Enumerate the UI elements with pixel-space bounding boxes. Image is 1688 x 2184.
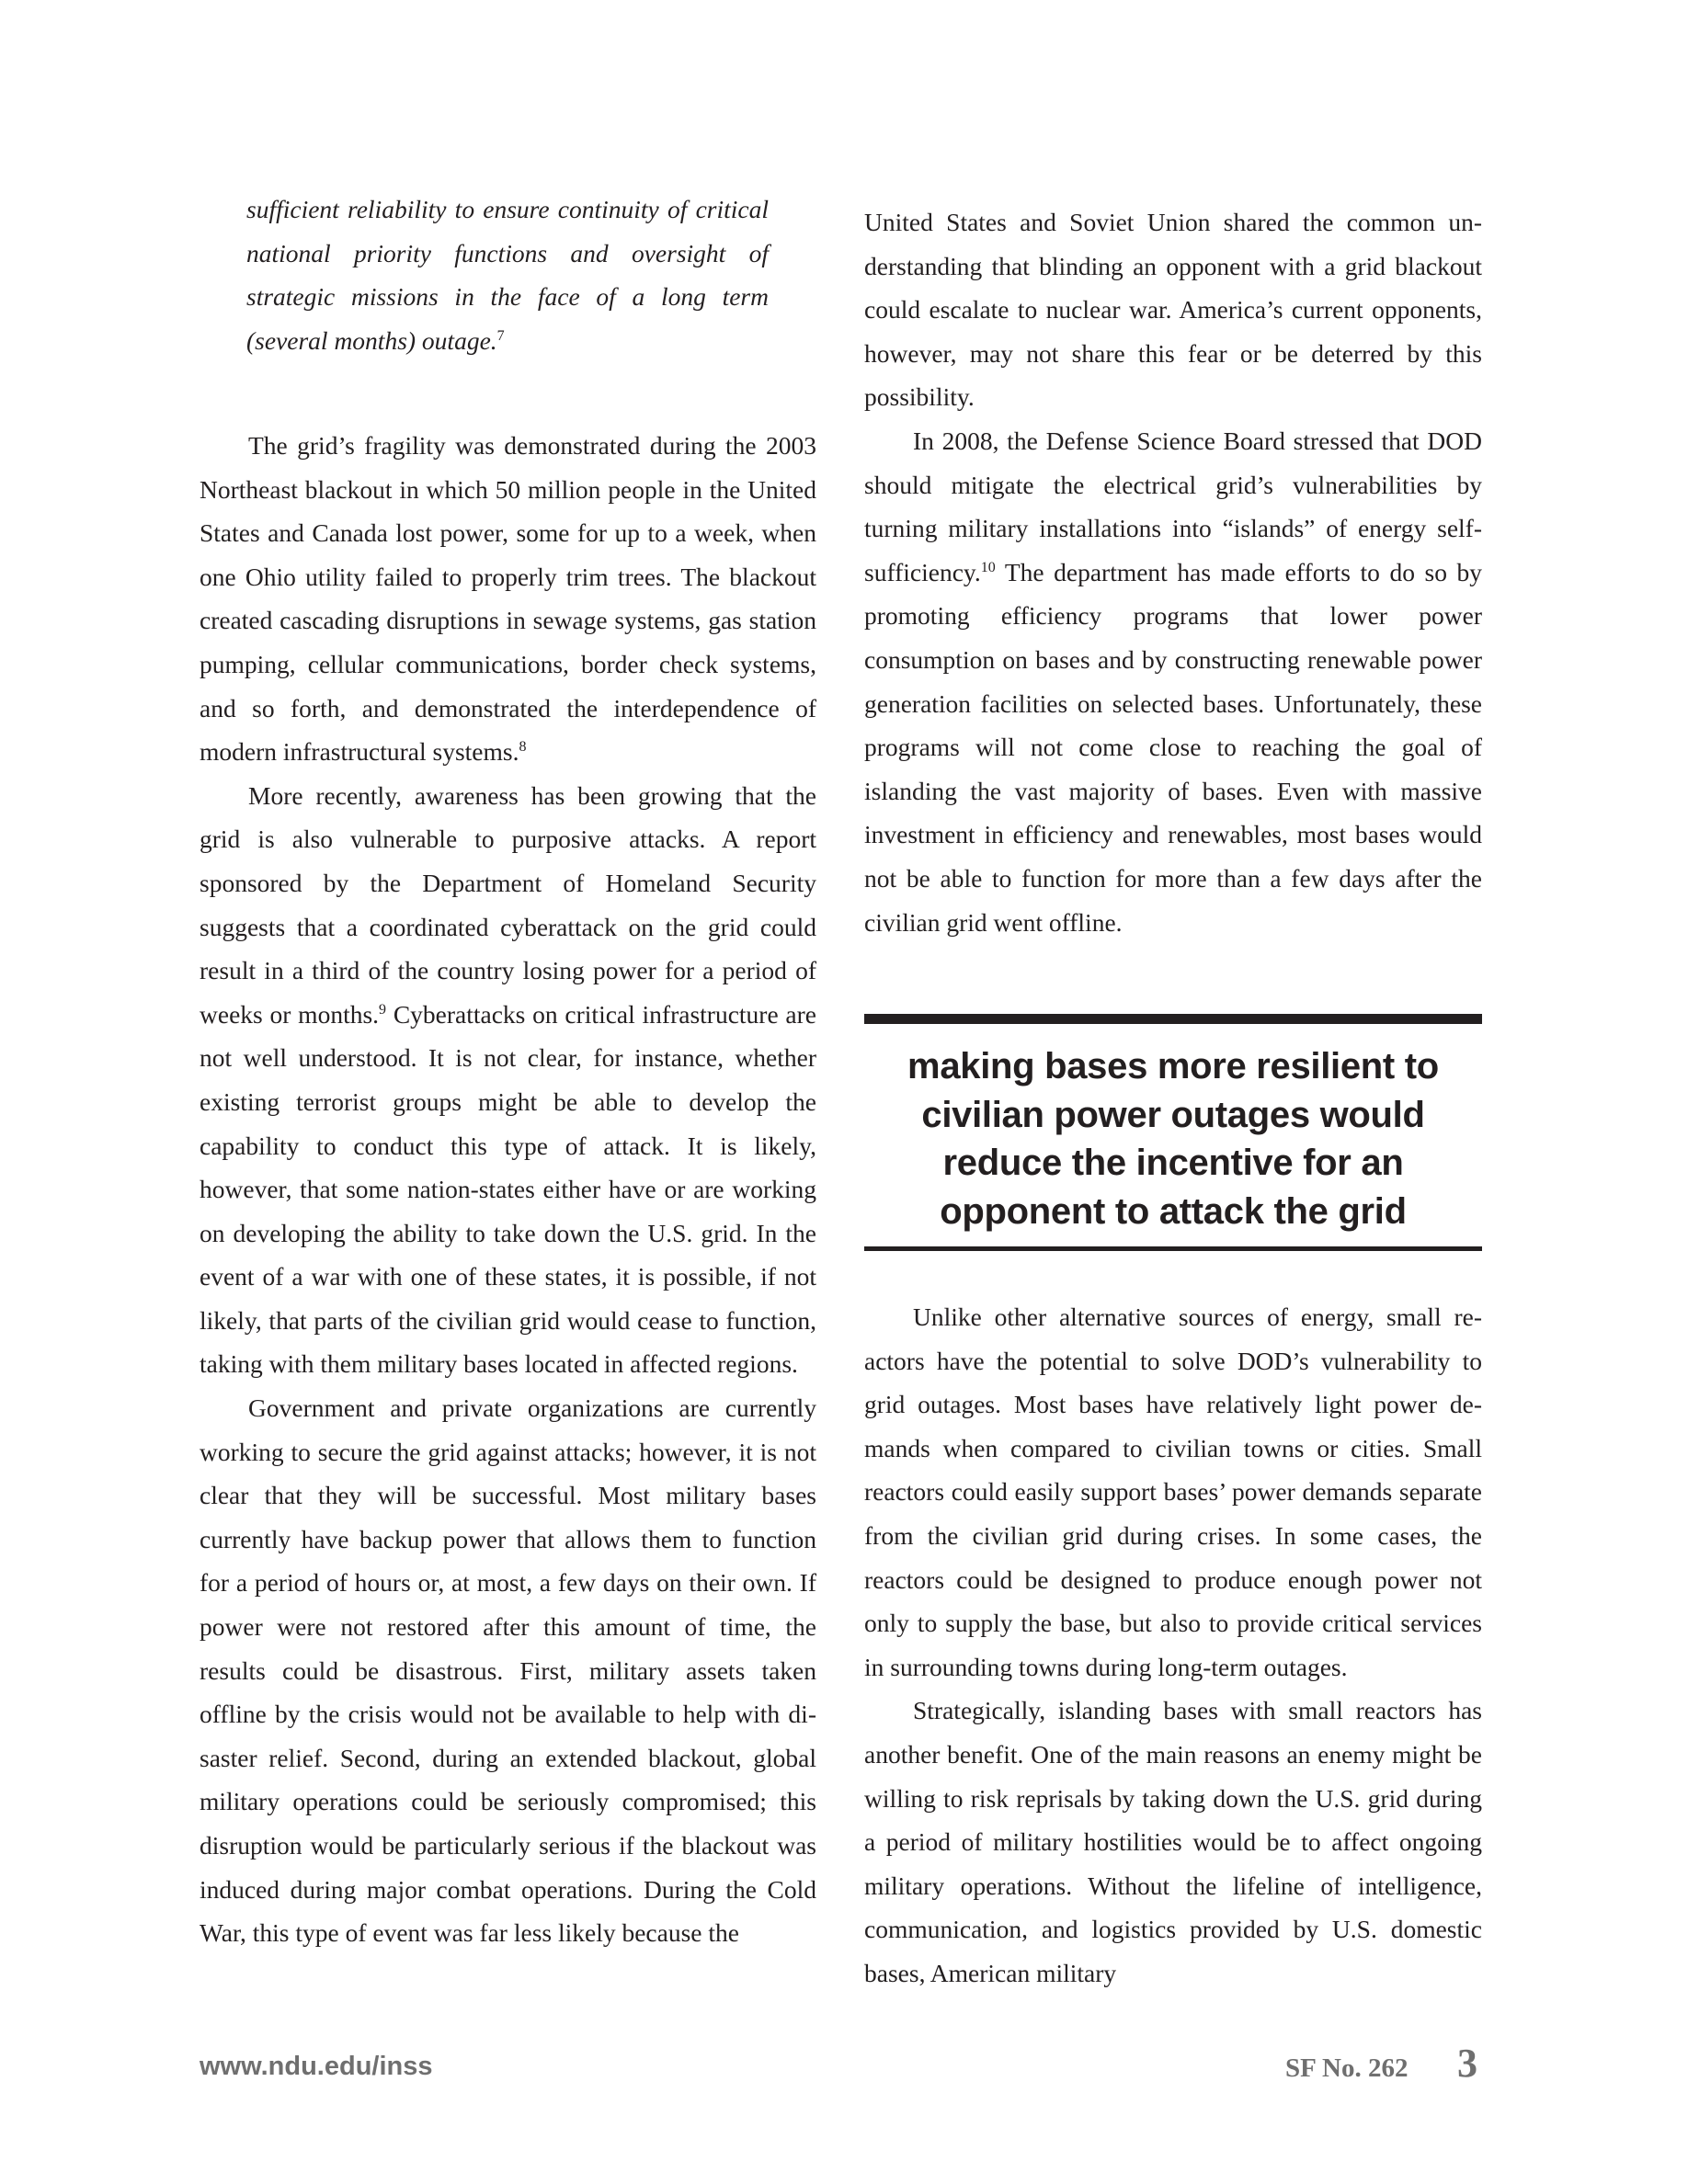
paragraph-defense-science-board [864,419,1482,944]
footnote-ref-7: 7 [496,327,505,344]
footnote-ref-9: 9 [379,1001,387,1018]
right-column-top [864,200,1482,944]
paragraph-small-reactors: Unlike other alternative sources of energy, small reactors have the potential to solve DOD’s vulnerability to grid outages. Most bases have relatively light power demands when compared to civilian towns or cities. Small reactors could easily support bases’ power demands separate from the civilian grid during crises. In some cases, the reactors could be designed to produce enough power not only to supply the base, but also to provide critical services in surrounding towns during long-term outages. [864,1302,1482,1681]
page-number: 3 [1457,2041,1477,2086]
paragraph-dsb-text-b: The department has made efforts to do so by promoting efficiency programs that lower power consumption on bases and by constructing renewable power generation facilities on selected bases. Unfortunately, these programs will not come close to reaching the goal of islanding the vast majority of bases. Even with massive investment in efficiency and renewables, most bases would not be able to function for more than a few days after the civilian grid went offline. [864,557,1482,937]
paragraph-dsb-text-a: In 2008, the Defense Science Board stressed that DOD should mitigate the electrical grid’s vulnerabilities by turning military installations into “islands” of energy self-sufficiency. [864,426,1482,586]
block-quote-text: sufficient reliability to ensure continuity of critical national priority functions and oversight of strategic missions in the face of a long term (several months) outage. [246,195,769,355]
left-column [200,424,816,1955]
footnote-ref-8: 8 [519,739,527,755]
footnote-ref-10: 10 [980,559,996,575]
paragraph-blackout [200,424,816,774]
footer-series-number: SF No. 262 [1285,2053,1409,2083]
paragraph-strategically: Strategically, islanding bases with small reactors has another benefit. One of the main reasons an enemy might be willing to risk reprisals by taking down the U.S. grid during a period of military hostilities would be to affect ongoing military operations. Without the lifeline of intelligence, communication, and logistics provided by U.S. domestic bases, American military [864,1696,1482,1987]
paragraph-attacks-text-b: Cyberattacks on critical infrastructure are not well understood. It is not clear, for instance, whether existing terrorist groups might be able to develop the capability to conduct this type of attack. It is likely, however, that some nation-states either have or are working on developing the ability to take down the U.S. grid. In the event of a war with one of these states, it is possible, if not likely, that parts of the civilian grid would cease to function, taking with them military bases located in affected regions. [200,999,816,1379]
pull-quote-text: making bases more resilient to civilian power outages would reduce the incentive for an opponent to attack the grid [907,1046,1439,1232]
block-quote [246,188,769,362]
right-column-bottom [864,1295,1482,1996]
paragraph-government: Government and private organizations are currently working to secure the grid against attacks; however, it is not clear that they will be successful. Most military bases currently have backup power that allows them to function for a period of hours or, at most, a few days on their own. If power were not restored after this amount of time, the results could be disastrous. First, military assets taken offline by the crisis would not be available to help with disaster relief. Second, during an extended blackout, global military operations could be seriously compromised; this disruption would be particularly serious if the blackout was induced during major combat operations. During the Cold War, this type of event was far less likely because the [200,1393,816,1948]
paragraph-blackout-text: The grid’s fragility was demonstrated during the 2003 Northeast blackout in which 50 million people in the United States and Canada lost power, some for up to a week, when one Ohio utility failed to properly trim trees. The blackout created cascading disruptions in sewage systems, gas station pumping, cellular communications, border check systems, and so forth, and demonstrated the interdependence of modern infrastructural systems. [200,431,816,767]
paragraph-attacks [200,774,816,1386]
paragraph-cold-war-continued: United States and Soviet Union shared the common understanding that blinding an opponent with a grid blackout could escalate to nuclear war. America’s current opponents, however, may not share this fear or be deterred by this possibility. [864,208,1482,412]
footer-url: www.ndu.edu/inss [200,2052,433,2081]
pull-quote [864,1014,1482,1251]
paragraph-attacks-text-a: More recently, awareness has been growing that the grid is also vulnerable to purposive attacks. A report sponsored by the Department of Homeland Security suggests that a coordinated cyberattack on the grid could result in a third of the country losing power for a period of weeks or months. [200,780,816,1029]
